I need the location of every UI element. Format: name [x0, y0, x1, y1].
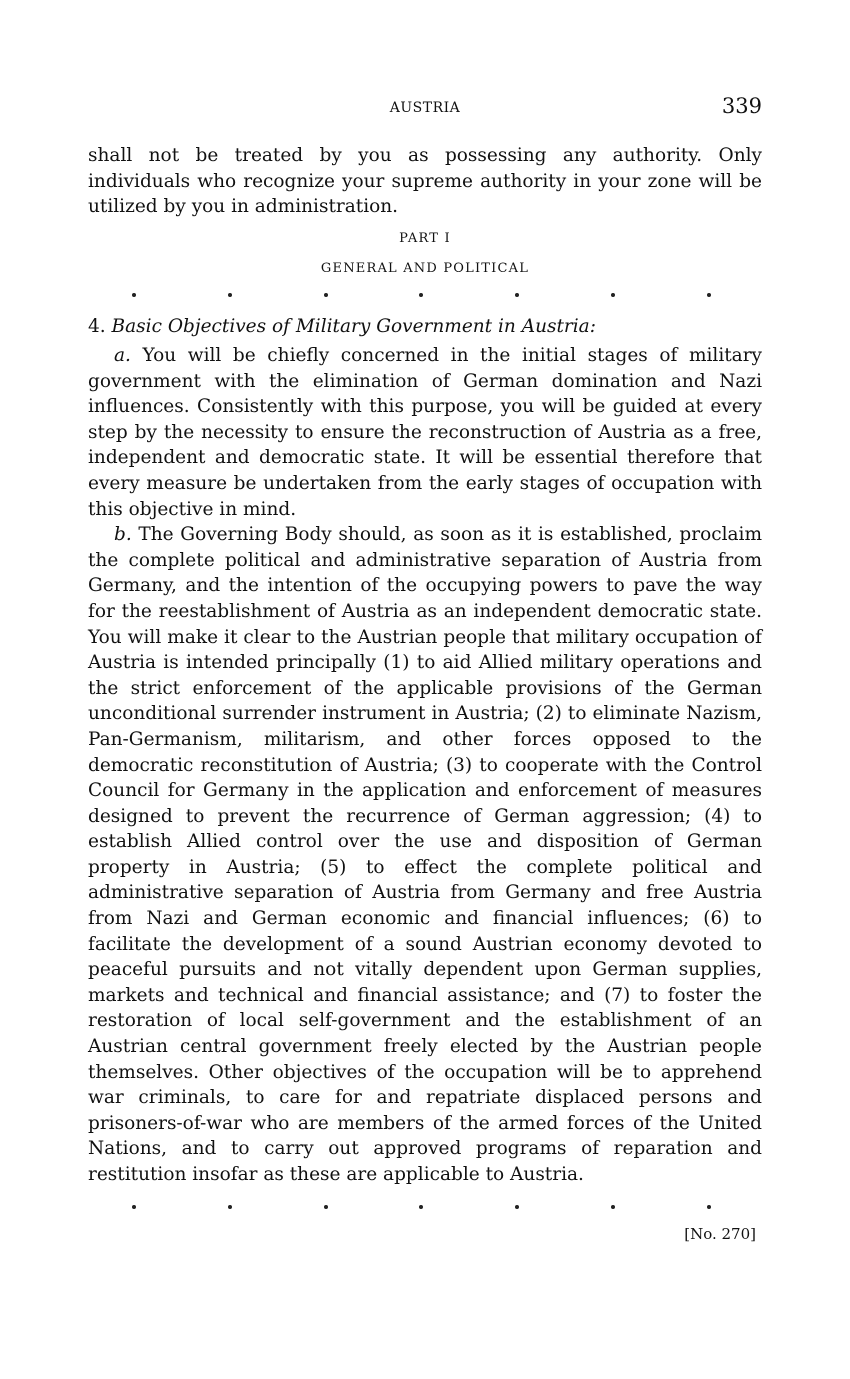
ellipsis-dot: [611, 1205, 615, 1209]
section-body: [88, 343, 762, 1188]
ellipsis-dot: [228, 1205, 232, 1209]
section-title: Basic Objectives of Military Government in Austria:: [111, 316, 596, 337]
running-head: [88, 94, 762, 122]
document-number: [No. 270]: [684, 1225, 756, 1243]
paragraph-letter: b.: [114, 524, 132, 546]
ellipsis-dot: [707, 1205, 711, 1209]
ellipsis-separator-bottom: [122, 1205, 722, 1211]
ellipsis-dot: [324, 1205, 328, 1209]
ellipsis-dot: [515, 1205, 519, 1209]
continuation-paragraph: shall not be treated by you as possessing any authority. Only individuals who recognize your supreme authority in your zone will be utilized by you in administration.: [88, 145, 762, 218]
section-number: 4.: [88, 316, 106, 337]
paragraph-a: [88, 343, 762, 522]
ellipsis-dot: [419, 1205, 423, 1209]
ellipsis-separator-top: [122, 293, 722, 299]
ellipsis-dot: [132, 293, 136, 297]
ellipsis-dot: [611, 293, 615, 297]
page-number: 339: [721, 94, 762, 118]
ellipsis-dot: [515, 293, 519, 297]
ellipsis-dot: [228, 293, 232, 297]
part-title: GENERAL AND POLITICAL: [320, 261, 530, 276]
paragraph-letter: a.: [114, 345, 131, 366]
ellipsis-dot: [419, 293, 423, 297]
section-heading: [88, 314, 596, 340]
running-title: AUSTRIA: [389, 100, 461, 116]
part-label: PART I: [399, 231, 451, 246]
ellipsis-dot: [707, 293, 711, 297]
ellipsis-dot: [132, 1205, 136, 1209]
ellipsis-dot: [324, 293, 328, 297]
paragraph-b: [88, 522, 762, 1187]
paragraph-text: You will be chiefly concerned in the initial stages of military government with the elimination of German domination and Nazi influences. Consistently with this purpose, you will be guided at every step by the necessity to ensure the reconstruction of Austria as a free, independent and democratic state. It will be essential therefore that every measure be undertaken from the early stages of occupation with this objective in mind.: [88, 345, 763, 520]
paragraph-text: The Governing Body should, as soon as it is established, proclaim the complete political and administrative separation of Austria from Germany, and the intention of the occupying powers to pave the way for the reestablishment of Austria as an independent democratic state. You will make it clear to the Austrian people that military occupation of Austria is intended principally (1) to aid Allied military operations and the strict enforcement of the applicable provisions of the German unconditional surrender instrument in Austria; (2) to eliminate Nazism, Pan-Germanism, militarism, and other forces opposed to the democratic reconstitution of Austria; (3) to cooperate with the Control Council for Germany in the application and enforcement of measures designed to prevent the recurrence of German aggression; (4) to establish Allied control over the use and disposition of German property in Austria; (5) to effect the complete political and administrative separation of Austria from Germany and free Austria from Nazi and German economic and financial influences; (6) to facilitate the development of a sound Austrian economy devoted to peaceful pursuits and not vitally dependent upon German supplies, markets and technical and financial assistance; and (7) to foster the restoration of local self-government and the establishment of an Austrian central government freely elected by the Austrian people themselves. Other objectives of the occupation will be to apprehend war criminals, to care for and repatriate displaced persons and prisoners-of-war who are members of the armed forces of the United Nations, and to carry out approved programs of reparation and restitution insofar as these are applicable to Austria.: [88, 524, 762, 1185]
